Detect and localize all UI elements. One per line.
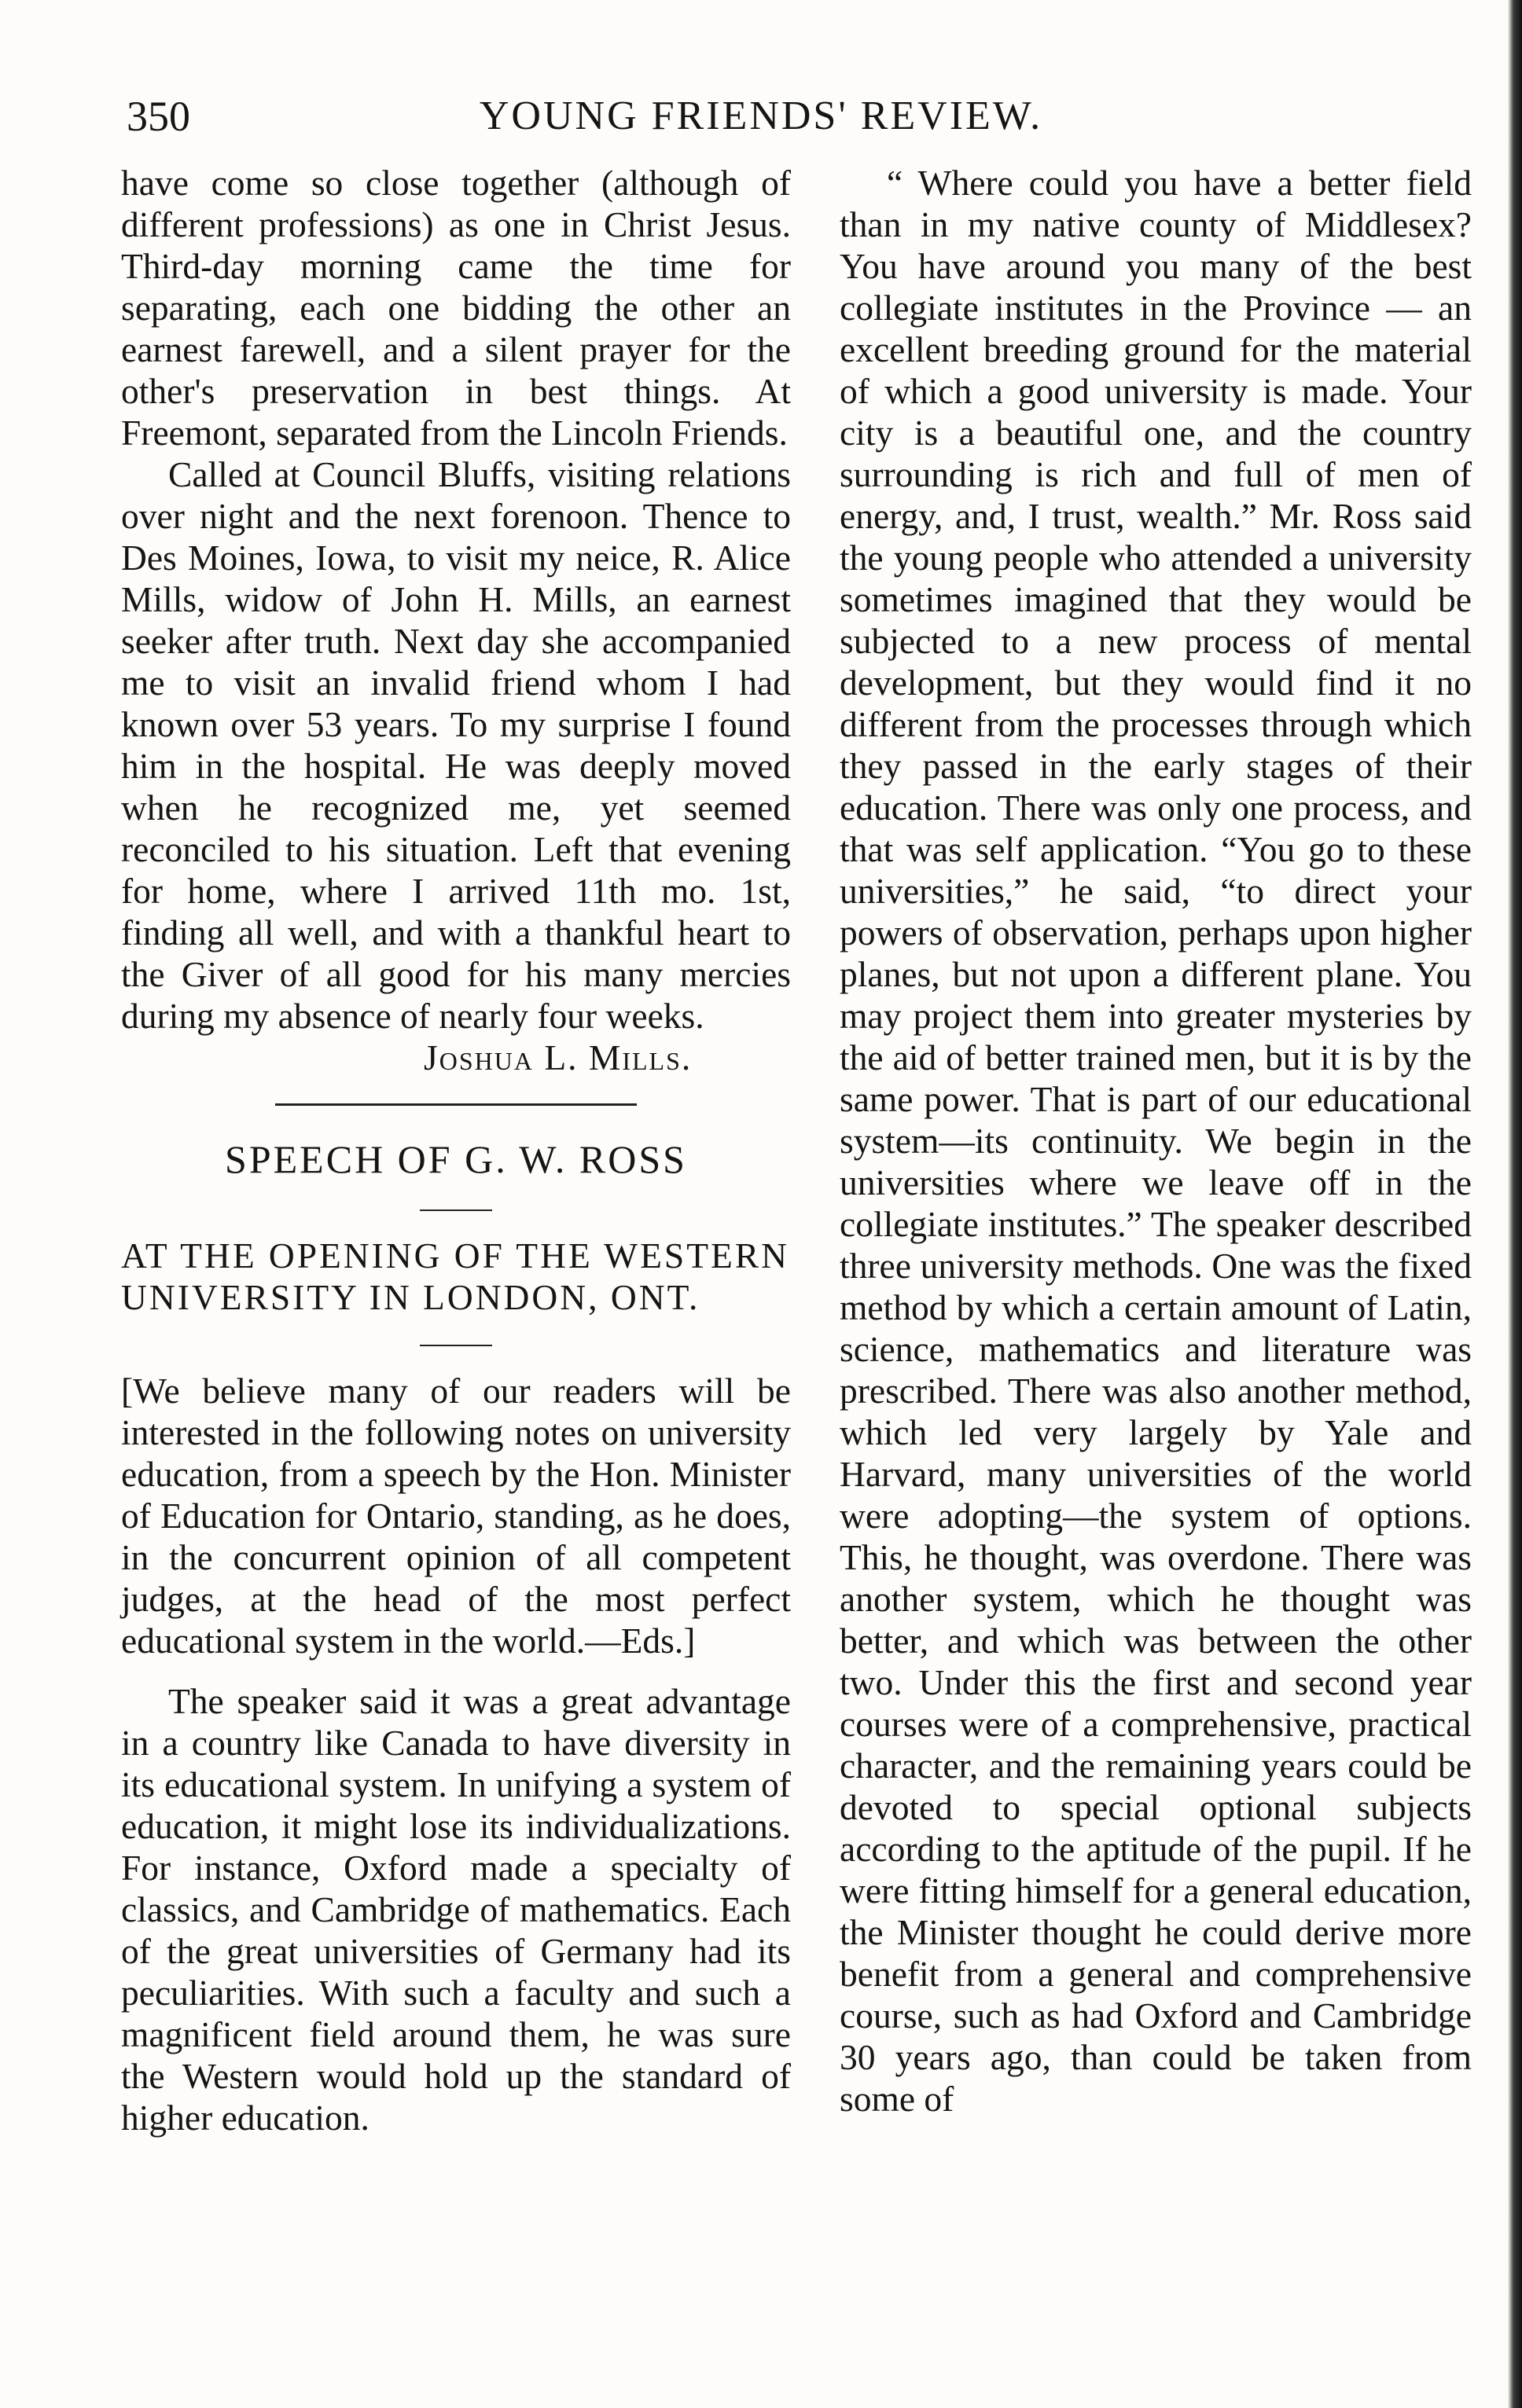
article-subtitle: AT THE OPENING OF THE WESTERN UNIVERSITY IN LONDON, ONT. (121, 1235, 789, 1317)
right-column (840, 162, 1472, 2120)
article-title: SPEECH OF G. W. ROSS (225, 1137, 687, 1181)
continued-paragraph: have come so close together (although of different professions) as one in Christ Jesus. Third-day morning came the time for separating, each one bidding the other an earnest farewell, and a silent prayer for the other's preservation in best things. At Freemont, separated from the Lincoln Friends. (121, 163, 791, 453)
left-column (121, 162, 791, 2138)
section-divider (275, 1103, 637, 1106)
signature: Joshua L. Mills. (424, 1037, 693, 1077)
scan-edge-shadow (1508, 0, 1522, 2408)
travel-paragraph: Called at Council Bluffs, visiting relations over night and the next forenoon. Thence to Des Moines, Iowa, to visit my neice, R. Alice Mills, widow of John H. Mills, an earnest seeker after truth. Next day she accompanied me to visit an invalid friend whom I had known over 53 years. To my surprise I found him in the hospital. He was deeply moved when he recognized me, yet seemed reconciled to his situation. Left that evening for home, where I arrived 11th mo. 1st, finding all well, and with a thankful heart to the Giver of all good for his many mercies during my absence of nearly four weeks. (121, 454, 791, 1036)
editor-note: [We believe many of our readers will be interested in the following notes on university education, from a speech by the Hon. Minister of Education for Ontario, standing, as he does, in the concurrent opinion of all competent judges, at the head of the most perfect educational system in the world.—Eds.] (121, 1371, 791, 1661)
running-title: YOUNG FRIENDS' REVIEW. (479, 94, 1043, 138)
page-number: 350 (127, 93, 190, 140)
paragraph-gap (121, 1661, 791, 1680)
speech-continuation: “ Where could you have a better field than in my native county of Middlesex? You have around you many of the best collegiate institutes in the Province — an excellent breeding ground for the material of which a good university is made. Your city is a beautiful one, and the country surrounding is rich and full of men of energy, and, I trust, wealth.” Mr. Ross said the young people who attended a university sometimes imagined that they would be subjected to a new process of mental development, but they would find it no different from the processes through which they passed in the early stages of their education. There was only one process, and that was self application. “You go to these universities,” he said, “to direct your powers of observation, perhaps upon higher planes, but not upon a different plane. You may project them into greater mysteries by the aid of better trained men, but it is by the same power. That is part of our educational system—its continuity. We begin in the universities where we leave off in the collegiate institutes.” The speaker described three university methods. One was the fixed method by which a certain amount of Latin, science, mathematics and literature was prescribed. There was also another method, which led very largely by Yale and Harvard, many universities of the world were adopting—the system of options. This, he thought, was overdone. There was another system, which he thought was better, and which was between the other two. Under this the first and second year courses were of a comprehensive, practical character, and the remaining years could be devoted to special optional subjects according to the aptitude of the pupil. If he were fitting himself for a general education, the Minister thought he could derive more benefit from a general and comprehensive course, such as had Oxford and Cambridge 30 years ago, than could be taken from some of (840, 163, 1472, 2119)
speech-paragraph: The speaker said it was a great advantage in a country like Canada to have diversity in its educational system. In unifying a system of education, it might lose its individualizations. For instance, Oxford made a specialty of classics, and Cambridge of mathematics. Each of the great universities of Germany had its peculiarities. With such a faculty and such a magnificent field around them, he was sure the Western would hold up the standard of higher education. (121, 1681, 791, 2138)
title-divider (420, 1210, 492, 1211)
subtitle-divider (420, 1345, 492, 1346)
